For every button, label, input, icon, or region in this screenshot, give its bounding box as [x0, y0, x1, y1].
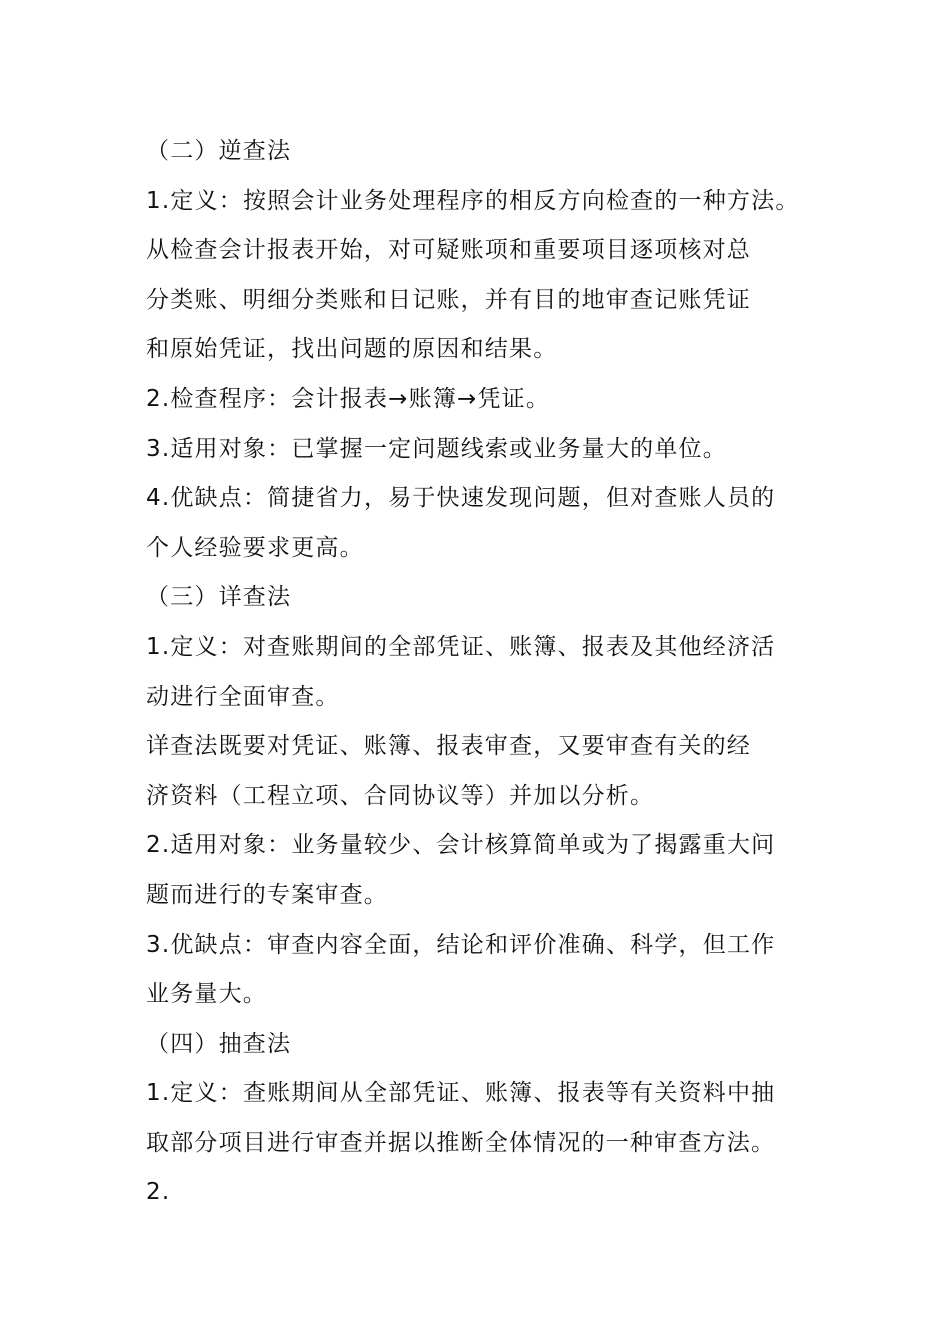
text-line: 3.适用对象：已掌握一定问题线索或业务量大的单位。	[146, 435, 727, 462]
section-heading-detailed-check: （三）详查法	[146, 584, 292, 611]
text-line: 2.检查程序：会计报表→账簿→凭证。	[146, 385, 551, 412]
text-line: 1.定义：对查账期间的全部凭证、账簿、报表及其他经济活	[146, 633, 776, 660]
text-line: 从检查会计报表开始，对可疑账项和重要项目逐项核对总	[146, 237, 751, 264]
text-line: 4.优缺点：简捷省力，易于快速发现问题，但对查账人员的	[146, 485, 776, 512]
text-line: 业务量大。	[146, 981, 267, 1008]
text-line: 题而进行的专案审查。	[146, 881, 388, 908]
section-heading-reverse-check: （二）逆查法	[146, 138, 292, 164]
text-line: 和原始凭证，找出问题的原因和结果。	[146, 336, 558, 363]
text-line: 1.定义：按照会计业务处理程序的相反方向检查的一种方法。	[146, 187, 800, 214]
text-line: 2.适用对象：业务量较少、会计核算简单或为了揭露重大问	[146, 832, 776, 859]
text-line: 取部分项目进行审查并据以推断全体情况的一种审查方法。	[146, 1129, 776, 1156]
text-line: 动进行全面审查。	[146, 683, 340, 710]
text-line: 2.	[146, 1179, 171, 1206]
text-line: 个人经验要求更高。	[146, 534, 364, 561]
section-heading-sampling-check: （四）抽查法	[146, 1030, 292, 1057]
text-line: 3.优缺点：审查内容全面，结论和评价准确、科学，但工作	[146, 931, 776, 958]
document-body	[146, 127, 816, 1218]
text-line: 济资料（工程立项、合同协议等）并加以分析。	[146, 782, 655, 809]
text-line: 详查法既要对凭证、账簿、报表审查，又要审查有关的经	[146, 733, 751, 760]
text-line: 1.定义：查账期间从全部凭证、账簿、报表等有关资料中抽	[146, 1080, 776, 1107]
text-line: 分类账、明细分类账和日记账，并有目的地审查记账凭证	[146, 286, 751, 313]
